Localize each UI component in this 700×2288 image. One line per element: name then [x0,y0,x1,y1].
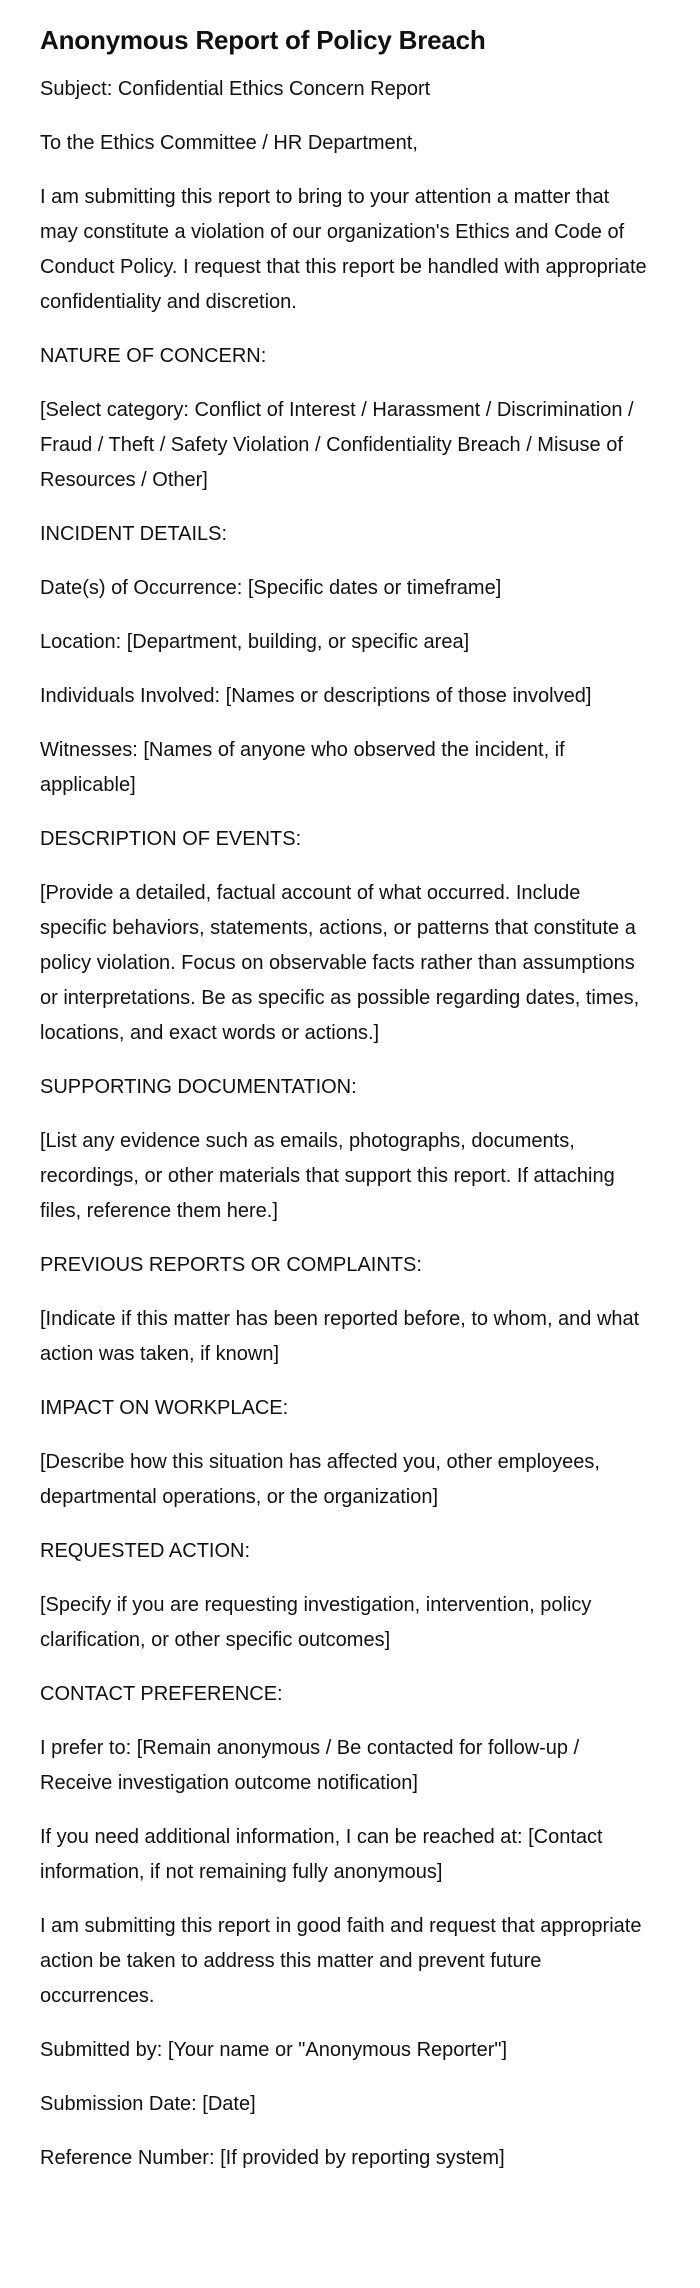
impact-on-workplace-text: [Describe how this situation has affected you, other employees, departmental operations, or the organization] [40,1451,600,1508]
section-heading-contact-preference: CONTACT PREFERENCE: [40,1683,283,1705]
location-field: Location: [Department, building, or specific area] [40,631,470,653]
section-heading-supporting-documentation: SUPPORTING DOCUMENTATION: [40,1076,357,1098]
section-heading-incident-details: INCIDENT DETAILS: [40,523,228,545]
description-of-events-text: [Provide a detailed, factual account of what occurred. Include specific behaviors, statements, actions, or patterns that constitute a policy violation. Focus on observable facts rather than assumptions or interpretations. Be as specific as possible regarding dates, times, locations, and exact words or actions.] [40,882,640,1044]
previous-reports-text: [Indicate if this matter has been reported before, to whom, and what action was taken, if known] [40,1308,640,1365]
intro-paragraph: I am submitting this report to bring to your attention a matter that may constitute a violation of our organization's Ethics and Code of Conduct Policy. I request that this report be handled with appropriate confidentiality and discretion. [40,186,647,313]
section-heading-nature-of-concern: NATURE OF CONCERN: [40,345,267,367]
section-heading-description-of-events: DESCRIPTION OF EVENTS: [40,828,302,850]
salutation: To the Ethics Committee / HR Department, [40,132,418,154]
section-heading-requested-action: REQUESTED ACTION: [40,1540,251,1562]
contact-information-text: If you need additional information, I can be reached at: [Contact information, if not remaining fully anonymous] [40,1826,603,1883]
requested-action-text: [Specify if you are requesting investigation, intervention, policy clarification, or other specific outcomes] [40,1594,592,1651]
document-title: Anonymous Report of Policy Breach [40,25,486,55]
closing-paragraph: I am submitting this report in good faith and request that appropriate action be taken to address this matter and prevent future occurrences. [40,1915,642,2007]
document-page [40,22,650,2176]
occurrence-dates-field: Date(s) of Occurrence: [Specific dates or timeframe] [40,577,502,599]
supporting-documentation-text: [List any evidence such as emails, photographs, documents, recordings, or other materials that support this report. If attaching files, reference them here.] [40,1130,615,1222]
individuals-involved-field: Individuals Involved: [Names or descriptions of those involved] [40,685,592,707]
section-heading-impact-on-workplace: IMPACT ON WORKPLACE: [40,1397,289,1419]
submission-date-field: Submission Date: [Date] [40,2093,256,2115]
subject-line: Subject: Confidential Ethics Concern Report [40,78,431,100]
reference-number-field: Reference Number: [If provided by reporting system] [40,2147,505,2169]
section-heading-previous-reports: PREVIOUS REPORTS OR COMPLAINTS: [40,1254,422,1276]
nature-of-concern-text: [Select category: Conflict of Interest / Harassment / Discrimination / Fraud / Theft / Safety Violation / Confidentiality Breach / Misuse of Resources / Other] [40,399,634,491]
witnesses-field: Witnesses: [Names of anyone who observed the incident, if applicable] [40,739,565,796]
submitted-by-field: Submitted by: [Your name or "Anonymous Reporter"] [40,2039,508,2061]
contact-preference-text: I prefer to: [Remain anonymous / Be contacted for follow-up / Receive investigation outcome notification] [40,1737,580,1794]
